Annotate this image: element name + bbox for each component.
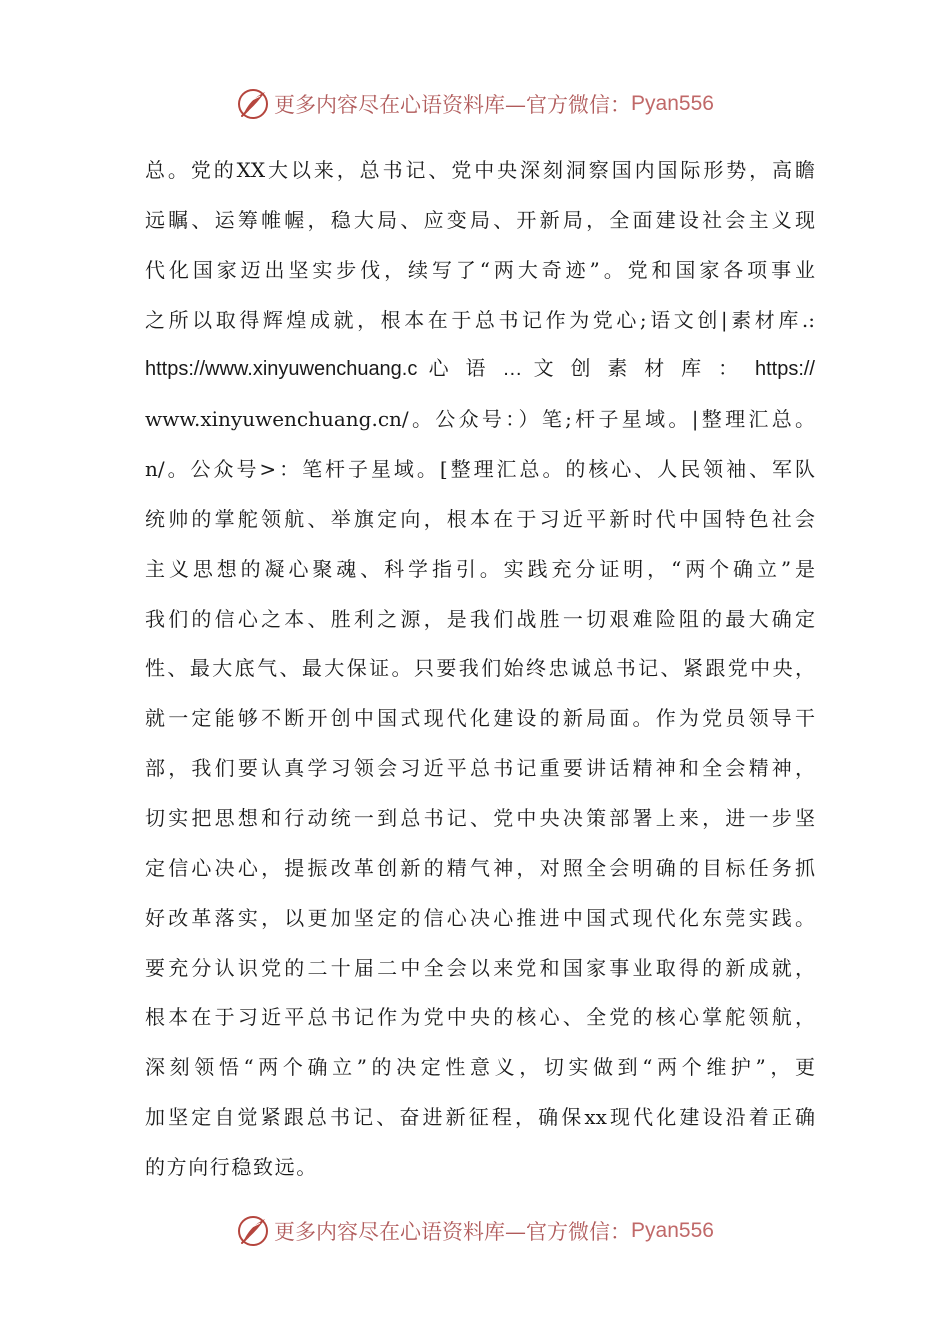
body-line-url: https://www.xinyuwenchuang.c 心 语 … 文 创 素 材 库 ： https:// — [145, 358, 815, 381]
body-line: 远瞩、运筹帷幄，稳大局、应变局、开新局，全面建设社会主义现 — [145, 207, 815, 232]
body-line: 主义思想的凝心聚魂、科学指引。实践充分证明，“两个确立”是 — [145, 556, 815, 581]
body-line: 代化国家迈出坚实步伐，续写了“两大奇迹”。党和国家各项事业 — [145, 257, 815, 282]
body-line-url: www.xinyuwenchuang.cn/。公众号：）笔;杆子星域。|整理汇总。 — [145, 407, 815, 432]
body-line-last: 的方向行稳致远。 — [145, 1154, 318, 1179]
body-line: 部，我们要认真学习领会习近平总书记重要讲话精神和全会精神， — [145, 756, 815, 781]
document-body — [145, 146, 815, 1193]
body-line: 要充分认识党的二十届二中全会以来党和国家事业取得的新成就， — [145, 955, 815, 980]
body-line: 之所以取得辉煌成就，根本在于总书记作为党心;语文创|素材库.: — [145, 307, 815, 332]
body-line: 定信心决心，提振改革创新的精气神，对照全会明确的目标任务抓 — [145, 855, 815, 880]
header-wechat-id: Pyan556 — [631, 92, 714, 115]
footer-banner-text: 更多内容尽在心语资料库—官方微信： — [274, 1220, 632, 1244]
body-line: 统帅的掌舵领航、举旗定向，根本在于习近平新时代中国特色社会 — [145, 506, 815, 531]
quill-pen-logo-icon — [236, 87, 270, 121]
footer-wechat-id: Pyan556 — [631, 1219, 714, 1242]
body-line: 深刻领悟“两个确立”的决定性意义，切实做到“两个维护”，更 — [145, 1055, 815, 1080]
header-banner — [0, 82, 950, 126]
quill-pen-logo-icon — [236, 1214, 270, 1248]
body-line: 加坚定自觉紧跟总书记、奋进新征程，确保xx现代化建设沿着正确 — [145, 1105, 815, 1130]
body-line: n/。公众号>：笔杆子星域。[整理汇总。的核心、人民领袖、军队 — [145, 457, 815, 482]
body-line: 好改革落实，以更加坚定的信心决心推进中国式现代化东莞实践。 — [145, 905, 815, 930]
footer-banner — [0, 1209, 950, 1253]
body-line: 我们的信心之本、胜利之源，是我们战胜一切艰难险阻的最大确定 — [145, 606, 815, 631]
body-line: 性、最大底气、最大保证。只要我们始终忠诚总书记、紧跟党中央， — [145, 656, 815, 681]
header-banner-text: 更多内容尽在心语资料库—官方微信： — [274, 93, 632, 117]
body-line: 切实把思想和行动统一到总书记、党中央决策部署上来，进一步坚 — [145, 805, 815, 830]
body-line: 根本在于习近平总书记作为党中央的核心、全党的核心掌舵领航， — [145, 1005, 815, 1030]
body-line: 总。党的XX大以来，总书记、党中央深刻洞察国内国际形势，高瞻 — [145, 158, 815, 182]
body-line: 就一定能够不断开创中国式现代化建设的新局面。作为党员领导干 — [145, 706, 815, 731]
